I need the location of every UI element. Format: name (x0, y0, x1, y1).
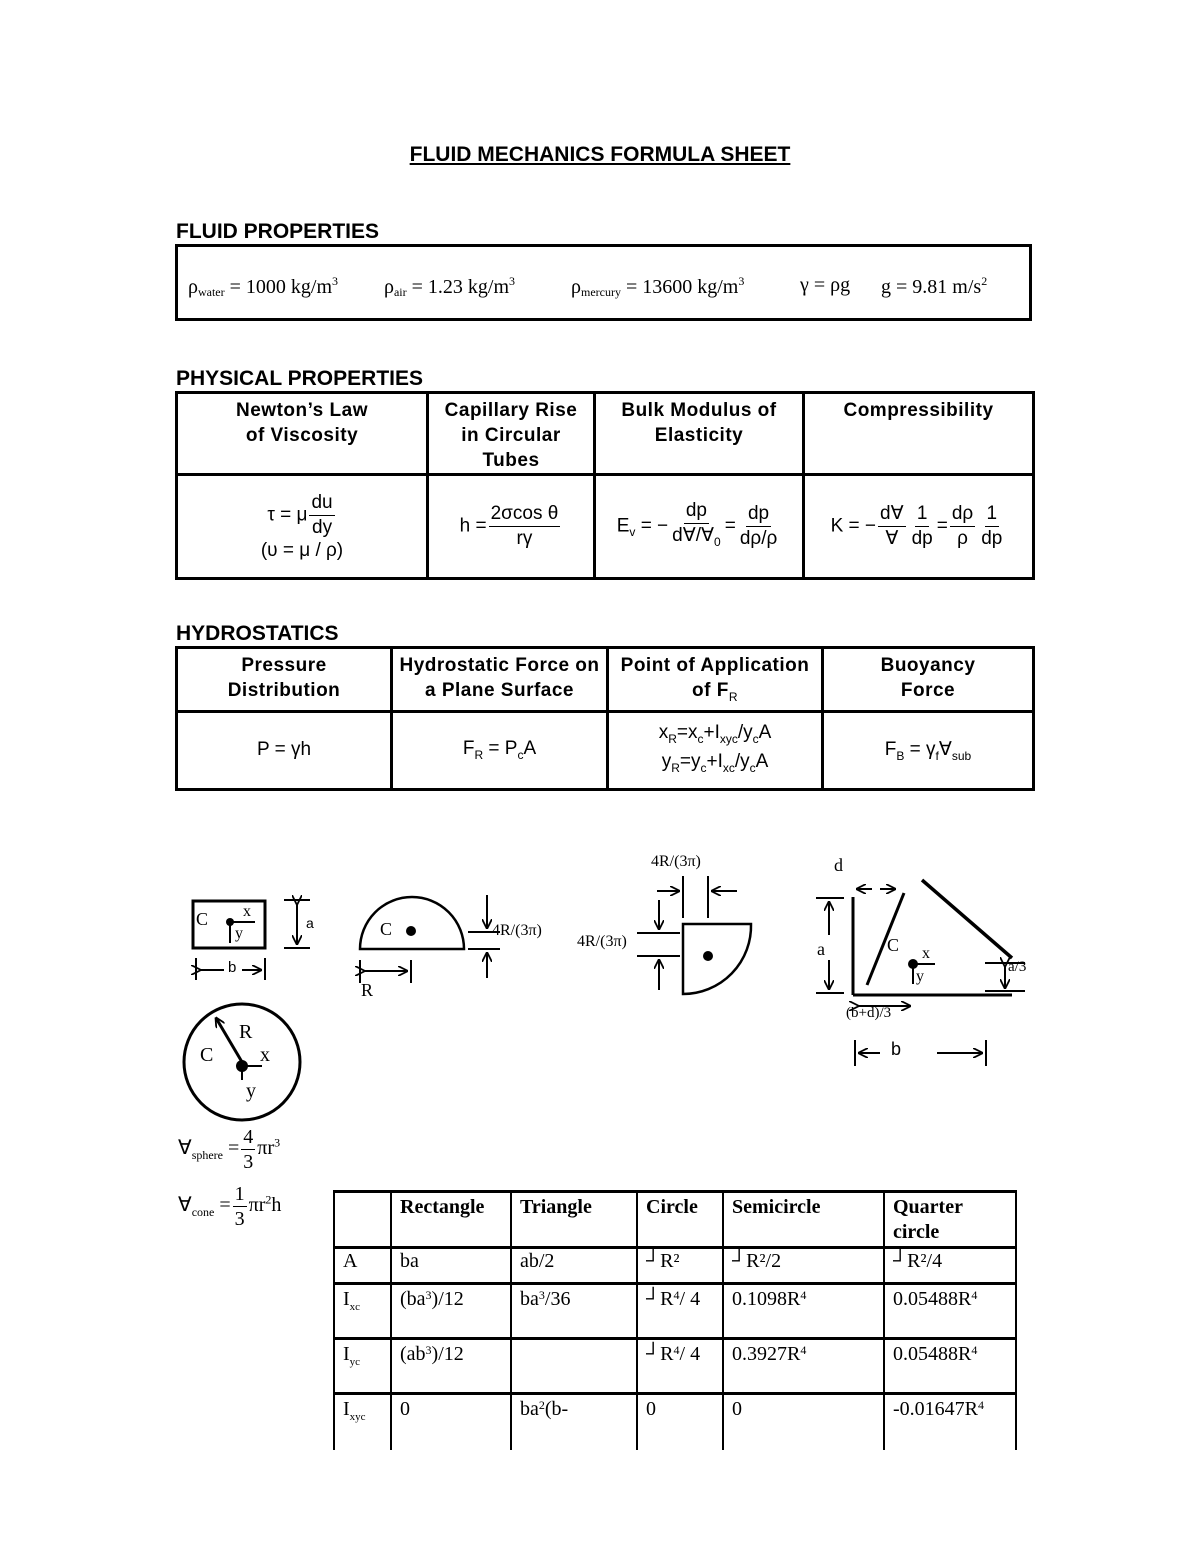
header-semicircle: Semicircle (723, 1192, 884, 1248)
page-title: FLUID MECHANICS FORMULA SHEET (409, 143, 791, 166)
rho-mercury: $\rho_{mercury} = 13600$ $kg/m^3$ (571, 274, 745, 299)
cell-rect: 0 (391, 1394, 511, 1451)
tri-label-bd3: (b+d)/3 (846, 1005, 892, 1021)
sphere-volume: $\forall_{sphere}$ = $\frac{4}{3}$ $\pi r^3$ (178, 1126, 281, 1173)
table-row (334, 1284, 1016, 1339)
cell-tri: ab/2 (511, 1248, 637, 1284)
rect-label-x: x (243, 903, 251, 920)
quarter-label-left: 4R/(3π) (577, 933, 627, 950)
table-row (334, 1248, 1016, 1284)
section-properties-table (333, 1190, 1017, 1450)
cell-quarter: $-0.01647R^4$ (884, 1394, 1016, 1451)
pressure-formula: P = γh (177, 711, 392, 789)
quarter-circle-figure (637, 876, 751, 994)
header-hydrostatic-force: Hydrostatic Force on a Plane Surface (392, 648, 608, 712)
rect-label-C: C (196, 909, 209, 929)
cell-rect: $(ab^3)/12$ (391, 1339, 511, 1394)
hydrostatics-heading: HYDROSTATICS (176, 622, 339, 645)
circle-label-C: C (200, 1044, 214, 1066)
header-bulk: Bulk Modulus of Elasticity (595, 393, 804, 475)
rho-air: $\rho_{air} = 1.23$ $kg/m^3$ (384, 274, 516, 299)
header-quarter-circle: Quarter circle (884, 1192, 1016, 1248)
circle-label-R: R (239, 1021, 253, 1043)
tri-label-x: x (922, 945, 930, 962)
cell-quarter: $0.05488R^4$ (884, 1284, 1016, 1339)
row-label: $I_{xyc}$ (334, 1394, 391, 1451)
gravity: g = 9.81 $m/s^2$ (881, 274, 988, 298)
tri-label-y: y (916, 968, 924, 985)
header-pressure: Pressure Distribution (177, 648, 392, 712)
header-cell-blank (334, 1192, 391, 1248)
application-formula: $x_R=x_c+I_{xyc}/y_cA$ $y_R=y_c+I_{xc}/y_cA$ (608, 711, 823, 789)
table-row (334, 1394, 1016, 1451)
row-label: $I_{yc}$ (334, 1339, 391, 1394)
tri-label-d: d (834, 855, 843, 875)
cell-circle: ┘R² (637, 1248, 723, 1284)
header-capillary: Capillary Rise in Circular Tubes (428, 393, 595, 475)
cell-rect: ba (391, 1248, 511, 1284)
cell-rect: $(ba^3)/12$ (391, 1284, 511, 1339)
header-triangle: Triangle (511, 1192, 637, 1248)
rect-label-y: y (235, 925, 243, 942)
cell-circle: $┘R^4/$ 4 (637, 1339, 723, 1394)
header-buoyancy: Buoyancy Force (823, 648, 1034, 712)
tri-label-C: C (887, 935, 900, 955)
tri-label-b: b (891, 1039, 902, 1059)
circle-label-x: x (260, 1044, 270, 1066)
rho-water: $\rho_{water} = 1000$ $kg/m^3$ (188, 274, 339, 299)
semi-label-R: R (361, 980, 374, 1000)
circle-label-y: y (246, 1080, 256, 1102)
cell-semi: $0.1098R^4$ (723, 1284, 884, 1339)
cell-circle: 0 (637, 1394, 723, 1451)
row-label: A (334, 1248, 391, 1284)
semi-label-C: C (380, 919, 393, 939)
capillary-formula: h = $\frac{\text{2σcos θ}}{r\gamma}$ (428, 475, 595, 579)
gamma-eq: γ = ρg (800, 274, 851, 296)
cell-tri (511, 1339, 637, 1394)
fluid-properties-heading: FLUID PROPERTIES (176, 220, 380, 243)
rect-label-b: b (228, 959, 237, 976)
rect-label-a: a (306, 915, 314, 931)
header-point-application: Point of Application of $F_R$ (608, 648, 823, 712)
cell-quarter: ┘R²/4 (884, 1248, 1016, 1284)
cell-quarter: $0.05488R^4$ (884, 1339, 1016, 1394)
header-compressibility: Compressibility (804, 393, 1034, 475)
header-newton: Newton’s Law of Viscosity (177, 393, 428, 475)
newton-formula: τ = μ $\frac{du}{dy}$ (υ = μ / ρ) (177, 475, 428, 579)
tri-label-a3: a/3 (1008, 959, 1027, 975)
cell-tri: $ba^3/36$ (511, 1284, 637, 1339)
cell-semi: 0 (723, 1394, 884, 1451)
compressibility-formula: K = − $\frac{d\forall}{\forall}$ $\frac{1}{dp}$ = $\frac{d\rho}{\rho}$ $\frac{1}{dp}$ (804, 475, 1034, 579)
row-label: $I_{xc}$ (334, 1284, 391, 1339)
cell-semi: $0.3927R^4$ (723, 1339, 884, 1394)
bulk-formula: $E_v$ = − $\frac{dp}{d\forall/\forall_0}$ = $\frac{dp}{d\rho/\rho}$ (595, 475, 804, 579)
tri-label-a: a (817, 939, 825, 959)
header-rectangle: Rectangle (391, 1192, 511, 1248)
semi-label-dist: 4R/(3π) (492, 922, 542, 939)
table-row (334, 1339, 1016, 1394)
buoyancy-formula: $F_B$ = $\gamma_f\forall_{sub}$ (823, 711, 1034, 789)
rectangle-figure (193, 900, 310, 980)
force-formula: $F_R = P_cA$ (392, 711, 608, 789)
cell-circle: $┘R^4/$ 4 (637, 1284, 723, 1339)
header-circle: Circle (637, 1192, 723, 1248)
cell-semi: ┘R²/2 (723, 1248, 884, 1284)
cone-volume: $\forall_{cone}$ = $\frac{1}{3}$ $\pi r^2h$ (178, 1183, 282, 1230)
physical-properties-heading: PHYSICAL PROPERTIES (176, 367, 423, 390)
cell-tri: $ba^2(b-$ (511, 1394, 637, 1451)
quarter-label-top: 4R/(3π) (651, 853, 701, 870)
table-header-row (334, 1192, 1016, 1248)
